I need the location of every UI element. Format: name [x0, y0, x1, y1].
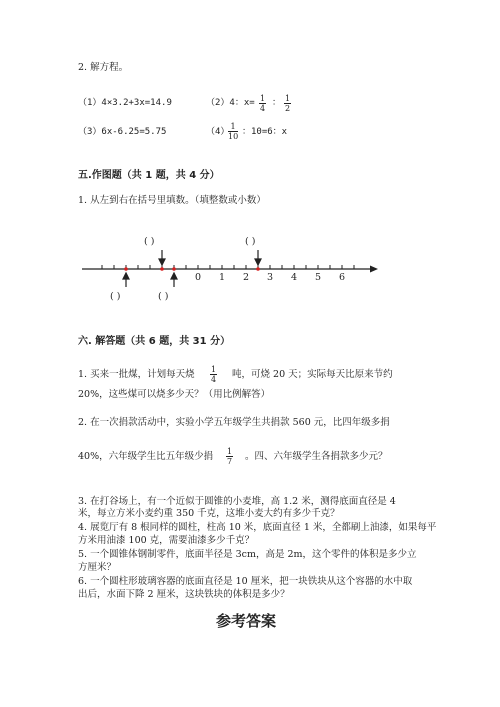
tick-label-3: 3: [267, 272, 274, 283]
blank-paren-top-1: ( ): [144, 236, 155, 247]
answer-title: 参考答案: [216, 612, 277, 630]
question-6-line-2: 出后，水面下降 2 厘米，这块铁块的体积是多少？: [78, 589, 290, 600]
question-5-line-1: 5. 一个圆锥体钢制零件，底面半径是 3cm，高是 2m，这个零件的体积是多少立: [78, 549, 417, 560]
question-4-line-1: 4. 展览厅有 8 根同样的圆柱，柱高 10 米，底面直径 1 米，全都刷上油漆，如果每平: [78, 522, 437, 533]
question-3-line-1: 3. 在打谷场上，有一个近似于圆锥的小麦堆，高 1.2 米，测得底面直径是 4: [78, 496, 396, 507]
blank-paren-bottom-2: ( ): [158, 291, 169, 302]
question-6-line-1: 6. 一个圆柱形玻璃容器的底面直径是 10 厘米，把一块铁块从这个容器的水中取: [78, 576, 413, 587]
tick-label-0: 0: [195, 272, 202, 283]
number-line-arrowhead: [370, 266, 378, 273]
question-1-part-a: 1. 买来一批煤，计划每天烧: [78, 369, 195, 380]
equation-2-prefix: （2）4：x=: [206, 98, 255, 108]
arrows-up: [123, 273, 177, 287]
blank-paren-top-2: ( ): [245, 236, 256, 247]
question-4-line-2: 方米用油漆 100 克，需要油漆多少千克？: [78, 535, 255, 546]
question-1-fraction: $\frac{1}{4}$: [211, 365, 217, 384]
question-5-line-2: 方厘米？: [78, 562, 117, 573]
tick-label-5: 5: [315, 272, 322, 283]
question-3-line-2: 米，每立方米小麦约重 350 千克，这堆小麦大约有多少千克？: [78, 508, 340, 519]
question-1-part-c: 20%，这些煤可以烧多少天？（用比例解答）: [78, 389, 271, 400]
equation-4-rest: ：10=6：x: [242, 127, 288, 137]
equation-4-prefix: （4）: [206, 127, 230, 137]
arrows-down: [159, 250, 261, 265]
equation-3: （3）6x-6.25=5.75: [78, 127, 167, 137]
equation-2-fraction-b: $\frac{1}{2}$: [285, 94, 291, 113]
tick-label-6: 6: [339, 272, 346, 283]
question-2-part-a: 2. 在一次捐款活动中，实验小学五年级学生共捐款 560 元，比四年级多捐: [78, 417, 390, 428]
section2-heading: 2. 解方程。: [78, 62, 129, 73]
tick-label-4: 4: [291, 272, 298, 283]
equation-2-fraction-a: $\frac{1}{4}$: [260, 94, 266, 113]
equation-2-separator: ：: [272, 98, 282, 108]
question-2-part-b: 40%，六年级学生比五年级少捐: [78, 451, 214, 462]
equation-4-fraction: $\frac{1}{10}$: [228, 122, 239, 141]
section5-question-1: 1. 从左到右在括号里填数。（填整数或小数）: [78, 195, 266, 206]
question-1-part-b: 吨，可烧 20 天；实际每天比原来节约: [232, 369, 393, 380]
question-2-fraction: $\frac{1}{7}$: [227, 447, 233, 466]
section6-heading: 六. 解答题（共 6 题，共 31 分）: [78, 336, 231, 347]
equation-1: （1）4×3.2+3x=14.9: [78, 98, 172, 108]
tick-label-2: 2: [243, 272, 250, 283]
blank-paren-bottom-1: ( ): [110, 291, 121, 302]
question-2-part-c: 。四、六年级学生各捐款多少元？: [245, 451, 388, 462]
tick-label-1: 1: [219, 272, 226, 283]
section5-heading: 五.作图题（共 1 题，共 4 分）: [78, 170, 220, 181]
